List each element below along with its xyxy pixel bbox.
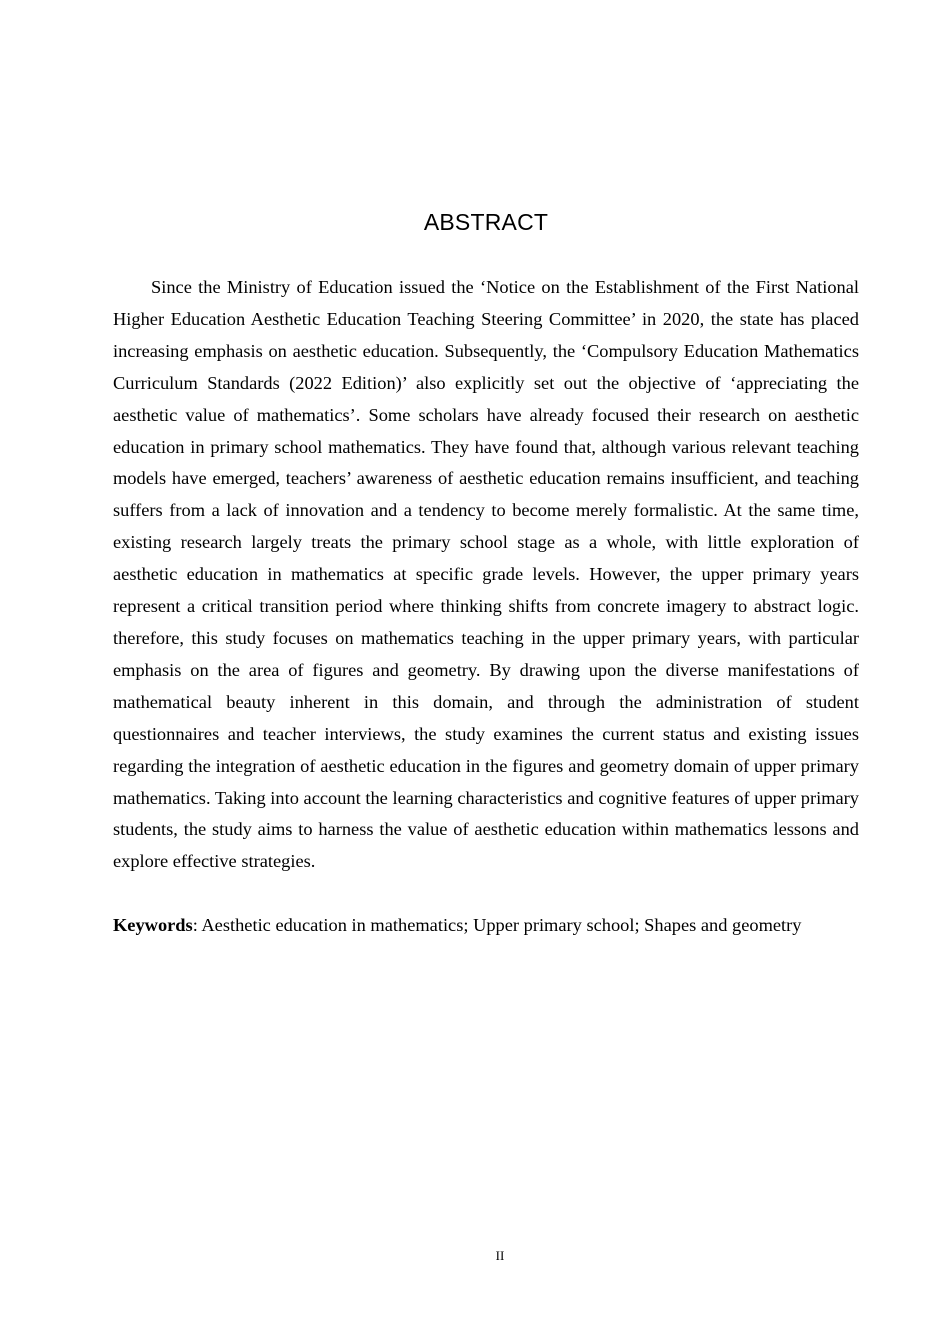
keywords-text: Aesthetic education in mathematics; Upper primary school; Shapes and geometry — [201, 915, 802, 935]
keywords-separator: : — [192, 915, 202, 935]
page-number: II — [495, 1248, 505, 1263]
abstract-paragraph: Since the Ministry of Education issued the ‘Notice on the Establishment of the First National Higher Education Aesthetic Education Teaching Steering Committee’ in 2020, the state has placed increasing emphasis on aesthetic education. Subsequently, the ‘Compulsory Education Mathematics Curriculum Standards (2022 Edition)’ also explicitly set out the objective of ‘appreciating the aesthetic value of mathematics’. Some scholars have already focused their research on aesthetic education in primary school mathematics. They have found that, although various relevant teaching models have emerged, teachers’ awareness of aesthetic education remains insufficient, and teaching suffers from a lack of innovation and a tendency to become merely formalistic. At the same time, existing research largely treats the primary school stage as a whole, with little exploration of aesthetic education in mathematics at specific grade levels. However, the upper primary years represent a critical transition period where thinking shifts from concrete imagery to abstract logic. therefore, this study focuses on mathematics teaching in the upper primary years, with particular emphasis on the area of figures and geometry. By drawing upon the diverse manifestations of mathematical beauty inherent in this domain, and through the administration of student questionnaires and teacher interviews, the study examines the current status and existing issues regarding the integration of aesthetic education in the figures and geometry domain of upper primary mathematics. Taking into account the learning characteristics and cognitive features of upper primary students, the study aims to harness the value of aesthetic education within mathematics lessons and explore effective strategies. — [113, 277, 859, 872]
abstract-title: ABSTRACT — [423, 209, 549, 235]
keywords-label: Keywords — [113, 915, 193, 935]
keywords-line — [113, 910, 873, 942]
